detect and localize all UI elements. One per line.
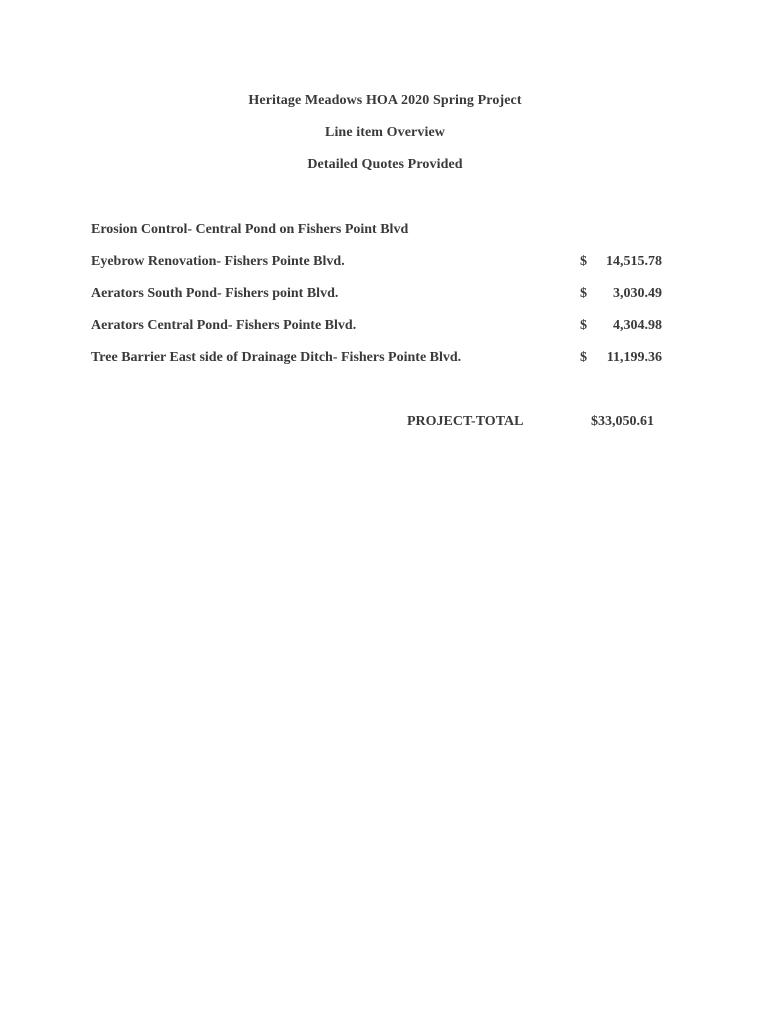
amount-value: 11,199.36 bbox=[606, 350, 662, 365]
line-item-label: Erosion Control- Central Pond on Fishers Point Blvd bbox=[91, 222, 409, 237]
line-item-amount bbox=[580, 318, 662, 334]
line-item-label: Aerators Central Pond- Fishers Pointe Blvd. bbox=[91, 318, 357, 333]
currency-symbol: $ bbox=[580, 286, 587, 301]
project-total-label: PROJECT-TOTAL bbox=[407, 414, 524, 429]
currency-symbol: $ bbox=[580, 254, 587, 269]
line-item-amount bbox=[580, 350, 662, 366]
currency-symbol: $ bbox=[580, 318, 587, 333]
currency-symbol: $ bbox=[580, 350, 587, 365]
document-note: Detailed Quotes Provided bbox=[307, 157, 463, 172]
line-item-label: Eyebrow Renovation- Fishers Pointe Blvd. bbox=[91, 254, 345, 269]
line-item-label: Tree Barrier East side of Drainage Ditch- Fishers Pointe Blvd. bbox=[91, 350, 462, 365]
document-title: Heritage Meadows HOA 2020 Spring Project bbox=[248, 93, 522, 108]
amount-value: 14,515.78 bbox=[606, 254, 662, 269]
project-total-amount: $33,050.61 bbox=[591, 414, 654, 429]
amount-value: 3,030.49 bbox=[613, 286, 662, 301]
line-item-amount bbox=[580, 286, 662, 302]
line-item-amount bbox=[580, 254, 662, 270]
document-subtitle: Line item Overview bbox=[325, 125, 445, 140]
line-item-label: Aerators South Pond- Fishers point Blvd. bbox=[91, 286, 339, 301]
amount-value: 4,304.98 bbox=[613, 318, 662, 333]
